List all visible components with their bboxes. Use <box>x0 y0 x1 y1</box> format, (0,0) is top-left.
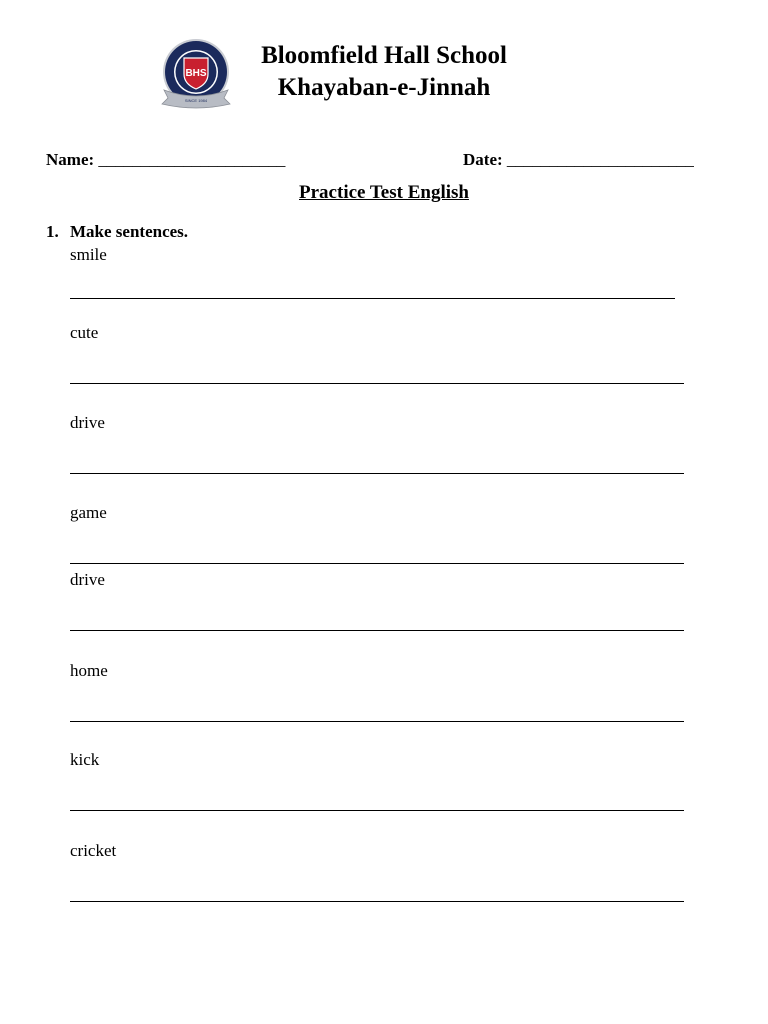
prompt-word: game <box>70 503 107 522</box>
answer-line[interactable] <box>70 630 684 631</box>
prompt-word: home <box>70 661 108 680</box>
answer-line[interactable] <box>70 901 684 902</box>
answer-line[interactable] <box>70 473 684 474</box>
prompt-word: kick <box>70 750 100 769</box>
answer-line[interactable] <box>70 721 684 722</box>
answer-line[interactable] <box>70 563 684 564</box>
prompt-word: cute <box>70 323 99 342</box>
prompt-word: drive <box>70 413 105 432</box>
school-branch: Khayaban-e-Jinnah <box>277 74 491 101</box>
name-label: Name: <box>46 150 95 169</box>
svg-text:SINCE 1984: SINCE 1984 <box>184 98 208 103</box>
date-field[interactable] <box>463 150 694 170</box>
date-blank[interactable]: ______________________ <box>506 150 694 169</box>
question-instruction: Make sentences. <box>70 222 189 241</box>
answer-line[interactable] <box>70 383 684 384</box>
answer-line[interactable] <box>70 810 684 811</box>
svg-text:BHS: BHS <box>185 68 207 79</box>
school-name: Bloomfield Hall School <box>261 42 507 69</box>
prompt-word: drive <box>70 570 105 589</box>
name-blank[interactable]: ______________________ <box>98 150 286 169</box>
answer-line[interactable] <box>70 298 675 299</box>
page-title: Practice Test English <box>299 182 469 203</box>
school-crest-icon <box>158 38 234 110</box>
date-label: Date: <box>463 150 503 169</box>
question-number: 1. <box>46 222 59 241</box>
prompt-word: cricket <box>70 841 117 860</box>
prompt-word: smile <box>70 245 107 264</box>
name-field[interactable] <box>46 150 285 170</box>
school-logo <box>158 38 234 110</box>
